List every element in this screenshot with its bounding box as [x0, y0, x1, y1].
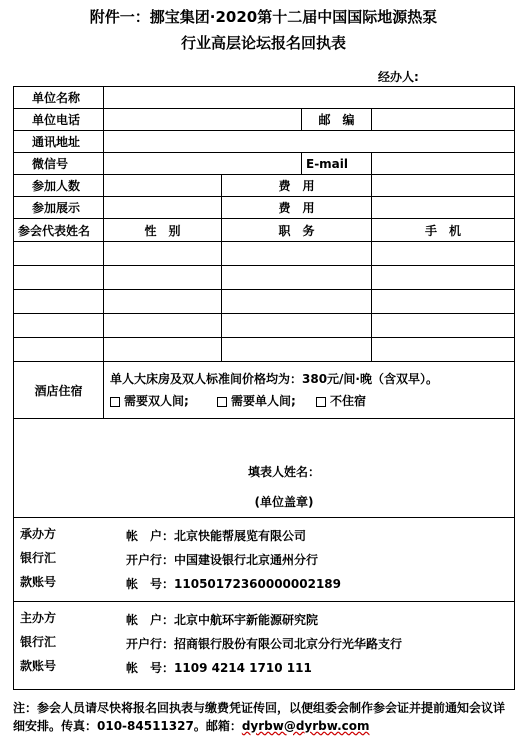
- unit-phone-label: 单位电话: [14, 109, 104, 131]
- rep-cell[interactable]: [372, 338, 515, 362]
- rep-cell[interactable]: [14, 338, 104, 362]
- registration-form: [13, 86, 515, 690]
- wechat-label: 微信号: [14, 153, 104, 175]
- rep-name-header: 参会代表姓名: [14, 219, 104, 242]
- host-bank-info: [14, 602, 515, 690]
- rep-cell[interactable]: [222, 266, 372, 290]
- host-account-no-label: 帐 号：: [126, 661, 175, 675]
- checkbox-icon: [316, 397, 326, 407]
- organizer-label1: 承办方: [20, 527, 57, 541]
- fee-field[interactable]: [372, 175, 515, 197]
- fee-label: 费 用: [222, 175, 372, 197]
- postcode-field[interactable]: [372, 109, 515, 131]
- rep-cell[interactable]: [372, 242, 515, 266]
- attendees-label: 参加人数: [14, 175, 104, 197]
- host-label1: 主办方: [20, 611, 57, 625]
- rep-cell[interactable]: [222, 338, 372, 362]
- handler-label: 经办人:: [378, 70, 419, 84]
- position-header: 职 务: [222, 219, 372, 242]
- organizer-account-no: 11050172360000002189: [174, 577, 342, 591]
- hotel-price: 单人大床房及双人标准间价格均为：380元/间·晚（含双早）。: [110, 372, 438, 386]
- address-label: 通讯地址: [14, 131, 104, 153]
- checkbox-none[interactable]: [316, 394, 366, 408]
- rep-cell[interactable]: [14, 242, 104, 266]
- note-text: 注：参会人员请尽快将报名回执表与缴费凭证传回，以便组委会制作参会证并提前通知会议详细安排。传真：010-84511327。邮箱：: [13, 701, 506, 733]
- rep-cell[interactable]: [14, 290, 104, 314]
- rep-cell[interactable]: [372, 314, 515, 338]
- host-label2: 银行汇: [20, 635, 57, 649]
- organizer-label2: 银行汇: [20, 551, 57, 565]
- stamp-label: (单位盖章): [254, 495, 314, 509]
- exhibit-label: 参加展示: [14, 197, 104, 219]
- organizer-account-name: 帐 户：北京快能帮展览有限公司: [126, 529, 307, 543]
- host-account-name: 帐 户：北京中航环宇新能源研究院: [126, 613, 319, 627]
- hotel-options: [104, 362, 515, 419]
- rep-cell[interactable]: [222, 290, 372, 314]
- unit-name-label: 单位名称: [14, 87, 104, 109]
- address-field[interactable]: [104, 131, 515, 153]
- postcode-label: 邮 编: [302, 109, 372, 131]
- rep-cell[interactable]: [14, 266, 104, 290]
- hotel-label: 酒店住宿: [14, 362, 104, 419]
- opt-double-label: 需要双人间;: [124, 394, 189, 408]
- email-link[interactable]: dyrbw@dyrbw.com: [241, 719, 370, 733]
- checkbox-double[interactable]: [110, 394, 189, 408]
- gender-header: 性 别: [104, 219, 222, 242]
- host-label3: 款账号: [20, 659, 57, 673]
- rep-cell[interactable]: [372, 290, 515, 314]
- checkbox-icon: [110, 397, 120, 407]
- host-account-no: 1109 4214 1710 111: [174, 661, 312, 675]
- exhibit-field[interactable]: [104, 197, 222, 219]
- email-label: E-mail: [302, 153, 372, 175]
- checkbox-icon: [217, 397, 227, 407]
- unit-name-field[interactable]: [104, 87, 515, 109]
- rep-cell[interactable]: [14, 314, 104, 338]
- rep-cell[interactable]: [104, 290, 222, 314]
- fee2-label: 费 用: [222, 197, 372, 219]
- organizer-bank: 开户行：中国建设银行北京通州分行: [126, 553, 319, 567]
- unit-phone-field[interactable]: [104, 109, 302, 131]
- mobile-header: 手 机: [372, 219, 515, 242]
- rep-cell[interactable]: [104, 266, 222, 290]
- rep-cell[interactable]: [222, 242, 372, 266]
- title-line1: 附件一：挪宝集团·2020第十二届中国国际地源热泵: [89, 8, 438, 26]
- organizer-account-no-label: 帐 号：: [126, 577, 175, 591]
- sign-area[interactable]: [14, 419, 515, 518]
- attendees-field[interactable]: [104, 175, 222, 197]
- footer-note: [13, 699, 514, 735]
- organizer-label3: 款账号: [20, 575, 57, 589]
- rep-cell[interactable]: [222, 314, 372, 338]
- checkbox-single[interactable]: [217, 394, 296, 408]
- wechat-field[interactable]: [104, 153, 302, 175]
- opt-single-label: 需要单人间;: [231, 394, 296, 408]
- filler-label: 填表人姓名：: [248, 465, 321, 479]
- fee2-field[interactable]: [372, 197, 515, 219]
- rep-cell[interactable]: [104, 314, 222, 338]
- opt-none-label: 不住宿: [330, 394, 367, 408]
- rep-cell[interactable]: [104, 242, 222, 266]
- organizer-bank-info: [14, 518, 515, 602]
- title-line2: 行业高层论坛报名回执表: [180, 34, 346, 52]
- email-field[interactable]: [372, 153, 515, 175]
- rep-cell[interactable]: [104, 338, 222, 362]
- host-bank: 开户行：招商银行股份有限公司北京分行光华路支行: [126, 637, 403, 651]
- rep-cell[interactable]: [372, 266, 515, 290]
